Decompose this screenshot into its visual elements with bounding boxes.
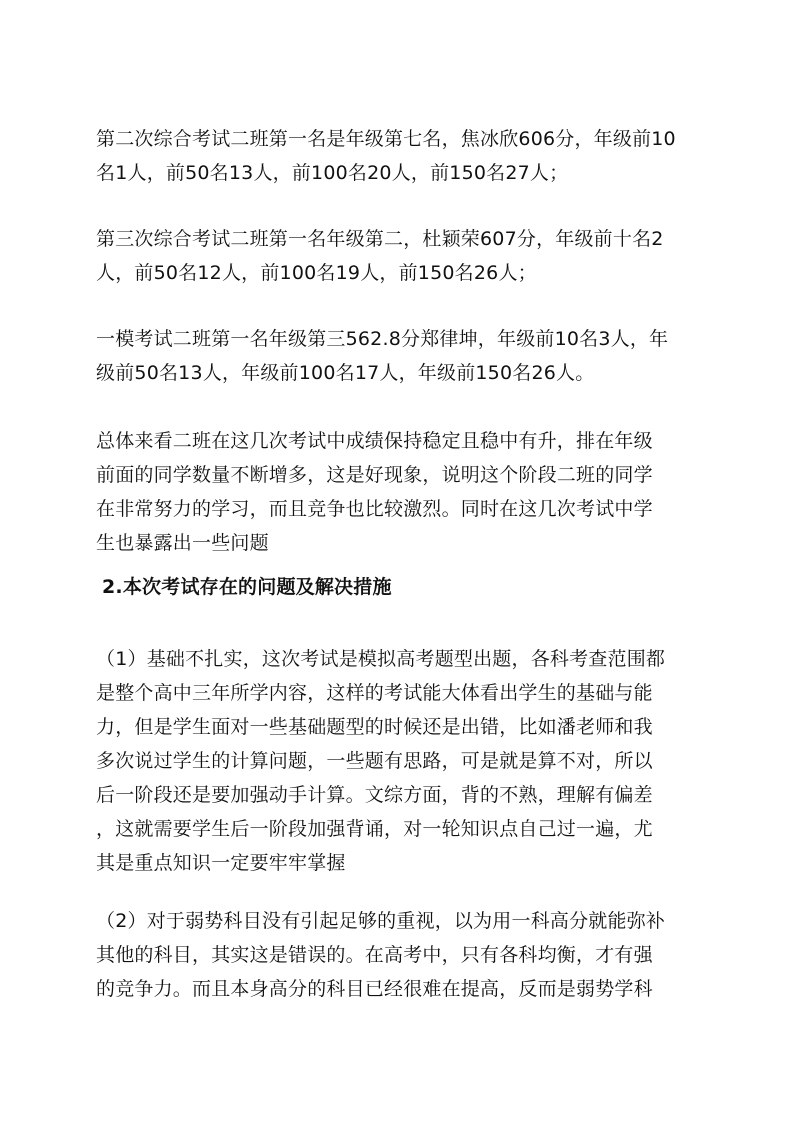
text-line: 生也暴露出一些问题 xyxy=(96,532,269,554)
paragraph-first-mock-exam xyxy=(96,322,706,390)
text-line: 名1人，前50名13人，前100名20人，前150名27人； xyxy=(96,162,569,184)
text-line: 的竞争力。而且本身高分的科目已经很难在提高，反而是弱势学科 xyxy=(96,978,653,1000)
text-line: （1）基础不扎实，这次考试是模拟高考题型出题，各科考查范围都 xyxy=(96,648,666,670)
text-line: 级前50名13人，年级前100名17人，年级前150名26人。 xyxy=(96,362,595,384)
text-line: （2）对于弱势科目没有引起足够的重视，以为用一科高分就能弥补 xyxy=(96,910,666,932)
paragraph-third-exam xyxy=(96,222,706,290)
text-line: 前面的同学数量不断增多，这是好现象，说明这个阶段二班的同学 xyxy=(96,464,653,486)
text-line: 第二次综合考试二班第一名是年级第七名，焦冰欣606分，年级前10 xyxy=(96,128,676,150)
paragraph-second-exam xyxy=(96,122,706,190)
text-line: 人，前50名12人，前100名19人，前150名26人； xyxy=(96,262,537,284)
text-line: 其他的科目，其实这是错误的。在高考中，只有各科均衡，才有强 xyxy=(96,944,653,966)
text-line: 其是重点知识一定要牢牢掌握 xyxy=(96,852,346,874)
text-line: 后一阶段还是要加强动手计算。文综方面，背的不熟，理解有偏差 xyxy=(96,784,653,806)
paragraph-overall-summary xyxy=(96,424,706,560)
text-line: 总体来看二班在这几次考试中成绩保持稳定且稳中有升，排在年级 xyxy=(96,430,653,452)
text-line: 力，但是学生面对一些基础题型的时候还是出错，比如潘老师和我 xyxy=(96,716,653,738)
text-line: 第三次综合考试二班第一名年级第二，杜颖荣607分，年级前十名2 xyxy=(96,228,664,250)
paragraph-issue-2 xyxy=(96,904,706,1006)
text-line: 在非常努力的学习，而且竞争也比较激烈。同时在这几次考试中学 xyxy=(96,498,653,520)
text-line: ，这就需要学生后一阶段加强背诵，对一轮知识点自己过一遍，尤 xyxy=(96,818,653,840)
paragraph-issue-1 xyxy=(96,642,706,880)
text-line: 多次说过学生的计算问题，一些题有思路，可是就是算不对，所以 xyxy=(96,750,653,772)
text-line: 是整个高中三年所学内容，这样的考试能大体看出学生的基础与能 xyxy=(96,682,653,704)
section-heading: 2.本次考试存在的问题及解决措施 xyxy=(102,576,392,598)
text-line: 一模考试二班第一名年级第三562.8分郑律坤，年级前10名3人，年 xyxy=(96,328,669,350)
